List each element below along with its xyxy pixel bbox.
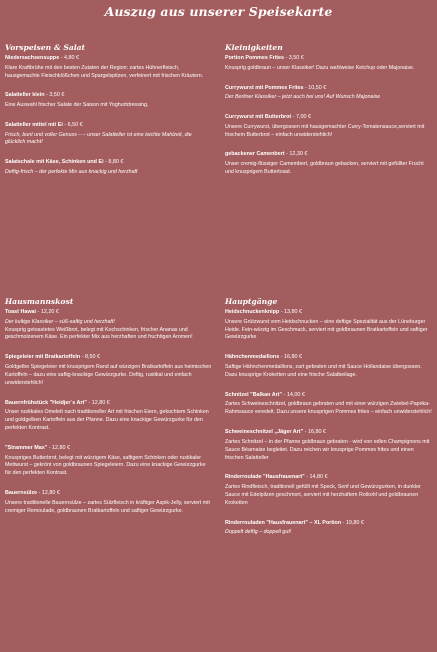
section-hausmannskost (5, 297, 213, 525)
item-name: Currywurst mit Butterbrot (225, 114, 292, 120)
menu-item (5, 122, 213, 147)
item-name: Salatteller mittel mit Ei (5, 121, 63, 128)
section-vorspeisen (5, 43, 213, 186)
item-name: Hähnchenmedaillons (225, 354, 280, 361)
menu-item (5, 490, 213, 515)
menu-item (5, 55, 213, 80)
item-name: Toast Hawai (5, 309, 37, 315)
item-price: - 12,30 € (284, 151, 308, 158)
item-description: Unsere Currywurst, übergossen mit hausgemachter Curry-Tomatensauce,serviert mit frischem Butterbrot – einfach unwiderstehlich! (225, 123, 425, 138)
section-kleinigkeiten (225, 43, 433, 186)
section-hauptgaenge (225, 297, 433, 546)
item-price: - 6,50 € (62, 121, 83, 128)
item-price: - 19,80 € (341, 519, 364, 526)
item-description: Unsere traditionelle Bauernsülze – zartes Sülzfleisch in kräftiger Aspik-Jelly, serviert mit cremiger Remoulade, goldbraunen Bratkartoffeln und saftiger Gewürzgurke. (5, 499, 210, 514)
item-name: Schnitzel "Balkan Art" (225, 391, 283, 398)
item-price: - 13,80 € (279, 309, 302, 315)
item-description: Unser cremig-flüssiger Camembert, goldbraun gebacken, serviert mit gefüllter Frucht und knusprigem Buttertoast. (225, 161, 424, 175)
item-price: - 16,80 € (279, 354, 302, 361)
item-price: - 12,80 € (37, 490, 60, 497)
item-note: Der kultige Klassiker – süß-saftig und herzhaft! (5, 318, 115, 325)
item-description: Unsere Grützwurst vom Heidschnucken – eine deftige Spezialität aus der Lüneburger Heide. Fein-würzig im Geschmack, serviert mit goldbraunen Bratkartoffeln und saftiger Gewürzgurke (225, 318, 428, 341)
menu-item (5, 400, 213, 433)
item-name: Salatteller klein (5, 92, 45, 99)
menu-item (225, 392, 433, 417)
item-price: - 8,80 € (103, 159, 124, 166)
item-name: Bauernfrühstück "Heidjer´s Art" (5, 399, 87, 406)
item-description: Knusprig goldbraun – unser Klassiker! Dazu wahlweise Ketchup oder Majonaise. (225, 64, 415, 71)
item-description: Knusprig getoastetes Weißbrot, belegt mit Kochschinken, frischer Ananas und geschmolzenem Käse. Ein perfekter Mix aus herzhaften und fruchtigen Aromen! (5, 326, 193, 341)
item-name: Portion Pommes Frites (225, 55, 285, 61)
item-name: "Strammer Max" (5, 444, 48, 451)
menu-item (5, 354, 213, 387)
item-price: - 3,50 € (284, 55, 304, 61)
category-heading: Kleinigkeiten (225, 43, 283, 52)
menu-item (225, 474, 433, 507)
menu-item (5, 445, 213, 478)
item-description: Zartes Rindfleisch, traditionell gefüllt mit Speck, Senf und Gewürzgurken, in dunkler Sauce mit Edelpilzen geschmort, serviert mit herzhaftem Rotkohl und goldbraunen Kroketten (225, 484, 421, 506)
menu-item (225, 429, 433, 462)
menu-item (225, 55, 433, 73)
item-description: Saftige Hähnchenmedaillons, zart gebraten und mit Sauce Hollandaise übergossen. Dazu knusprige Kroketten und eine frische Salatbeilage. (225, 363, 422, 378)
item-name: Salatschale mit Käse, Schinken und Ei (5, 159, 104, 166)
item-price: - 12,80 € (86, 399, 110, 406)
item-name: Niedersachsensuppe (5, 55, 60, 61)
item-price: - 7,00 € (291, 114, 311, 120)
menu-item (225, 354, 433, 379)
item-price: - 12,20 € (36, 309, 59, 315)
item-description: Knuspriges Butterbrot, belegt mit würzigem Käse, saftigem Schinken oder rustikaler Mettwurst – gekrönt von goldbraunen Spiegeleiern. Dazu eine knackige Gewürzgurke für den perfekten Kontrast. (5, 454, 206, 477)
item-price: - 8,50 € (80, 354, 100, 361)
item-description: Zartes Schnitzel – in der Pfanne goldbraun gebraten - wird von edlen Champignons mit Sauce Béarnaise begleitet. Dazu reichen wir knusprige Pommes frites und einen frischen Salatteller (225, 438, 430, 461)
item-description: Klare Kraftbrühe mit den besten Zutaten der Region: zartes Hühnerfleisch, hausgemachte Fleischklößchen und Spargelspitzen, verfeinert mit frischen Kräutern. (5, 64, 204, 79)
item-name: Schweineschnitzel „Jäger Art" (225, 429, 304, 436)
item-name: Spiegeleier mit Bratkartoffeln (5, 354, 81, 361)
item-description: Zartes Schweineschnitzel, goldbraun gebraten und mit einer würzigen Zwiebel-Paprika-Rahmsauce veredelt. Dazu unsere knusprigen Pommes frites – einfach unwiderstehlich! (225, 401, 432, 416)
menu-item (5, 92, 213, 110)
item-price: - 3,50 € (44, 92, 65, 99)
item-name: gebackener Camenbert (225, 151, 285, 158)
item-name: Rinderrouladen "Hausfrauenart" – XL Portion (225, 519, 342, 526)
category-heading: Hauptgänge (225, 297, 278, 306)
menu-item (225, 309, 433, 342)
menu-item (225, 114, 433, 139)
category-heading: Hausmannskost (5, 297, 74, 306)
item-name: Rinderroulade "Hausfrauenart" (225, 474, 305, 481)
item-description: Eine Auswahl frischer Salate der Saison mit Yoghurtdressing. (5, 102, 149, 108)
menu-title: Auszug aus unserer Speisekarte (104, 4, 333, 19)
menu-item (5, 159, 213, 177)
item-note: Doppelt deftig – doppelt gut! (225, 529, 292, 536)
menu-item (225, 520, 433, 538)
item-name: Heidschnuckenknipp (225, 309, 280, 315)
menu-item (225, 151, 433, 176)
item-price: - 16,80 € (303, 429, 326, 436)
menu-item (5, 309, 213, 342)
item-note: Deftig-frisch – der perfekte Mix aus knackig und herzhaft (5, 168, 138, 175)
item-name: Bauernsülze (5, 490, 38, 497)
item-note: Frisch, bunt und voller Genuss – – unser Salatteller ist eine leichte Mahlzeit, die glücklich macht! (5, 131, 192, 146)
item-price: - 12,80 € (47, 444, 71, 451)
item-note: Der Berliner Klassiker – jetzt auch bei uns! Auf Wunsch Majonaise (225, 94, 381, 101)
item-price: - 14,00 € (282, 391, 305, 398)
menu-item (225, 85, 433, 103)
item-description: Unser rustikales Omelett nach traditioneller Art mit frischen Eiern, gekochtem Schinken und goldgelben Kartoffeln aus der Pfanne. Dazu eine knackige Gewürzgurke für den perfekten Kontrast. (5, 409, 209, 432)
item-price: - 10,50 € (303, 84, 327, 91)
item-name: Currywurst mit Pommes Frites (225, 84, 304, 91)
category-heading: Vorspeisen & Salat (5, 43, 86, 52)
item-price: - 4,80 € (59, 55, 80, 61)
item-price: - 14,80 € (304, 474, 328, 481)
item-description: Goldgelbe Spiegeleier mit knusprigem Rand auf würzigen Bratkartoffeln aus heimischen Kartoffeln – dazu eine saftig-knackige Gewürzgurke. Deftig, rustikal und einfach unwiderstehlich! (5, 363, 212, 386)
